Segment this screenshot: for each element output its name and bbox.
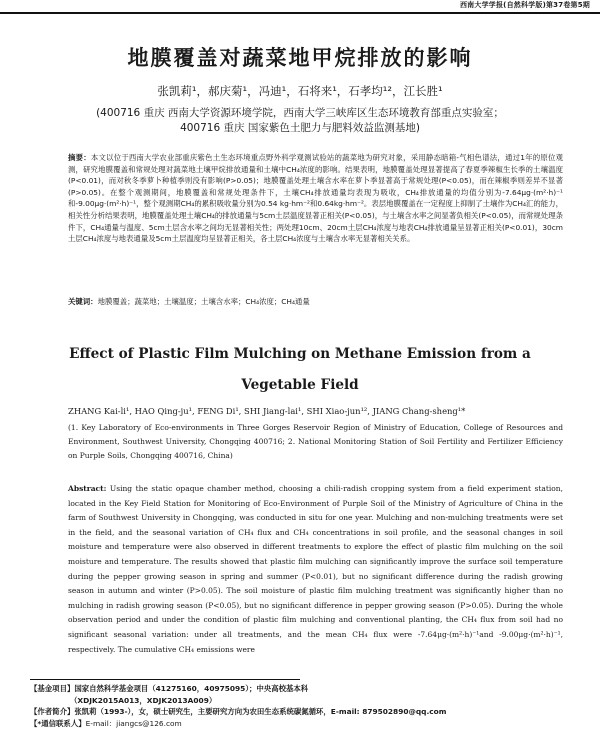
journal-header: 西南大学学报(自然科学版)第37卷第5期: [459, 1, 590, 9]
correspondence-label: 【*通信联系人】: [30, 718, 86, 728]
english-abstract-label: Abstract:: [68, 484, 107, 493]
chinese-authors: 张凯莉¹，郝庆菊¹，冯迪¹，石将来¹，石孝均¹²，江长胜¹: [157, 84, 443, 98]
chinese-abstract-label: 摘要：: [68, 153, 91, 162]
chinese-affiliation-line-1: (400716 重庆 西南大学资源环境学院，西南大学三峡库区生态环境教育部重点实验室；: [96, 107, 504, 119]
footnote-rule: [30, 679, 300, 680]
chinese-title: 地膜覆盖对蔬菜地甲烷排放的影响: [127, 46, 473, 70]
chinese-keywords: [68, 296, 563, 308]
chinese-keywords-text: 地膜覆盖；蔬菜地；土壤温度；土壤含水率；CH₄浓度；CH₄通量: [97, 297, 310, 306]
correspondence-text: E-mail：jiangcs@126.com: [85, 718, 182, 728]
header-rule: [0, 12, 600, 14]
correspondence-note: [30, 718, 590, 729]
chinese-affiliation: [60, 106, 540, 136]
chinese-abstract-text: 本文以位于西南大学农业部重庆紫色土生态环境重点野外科学观测试验站的蔬菜地为研究对象，采用静态暗箱-气相色谱法，通过1年的原位观测，研究地膜覆盖和常规处理对蔬菜地土壤甲烷排放通量和土壤中CH₄浓度的影响。结果表明，地膜覆盖处理显著提高了春夏季辣椒生长季的土壤温度(P<0.01)，而对秋冬季萝卜种植季则没有影响(P>0.05)；地膜覆盖处理土壤含水率在萝卜季显著高于常规处理(P<0.05)，而在辣椒季则差异不显著(P>0.05)。在整个观测期间，地膜覆盖和常规处理条件下，土壤CH₄排放通量均表现为吸收，CH₄排放通量的均值分别为-7.64μg·(m²·h)⁻¹和-9.00μg·(m²·h)⁻¹，整个观测期CH₄的累积吸收量分别为0.54 kg·hm⁻²和0.64kg·hm⁻²。表层地膜覆盖在一定程度上抑制了土壤作为CH₄汇的能力，相关性分析结果表明，地膜覆盖处理土壤CH₄的排放通量与5cm土层温度显著正相关(P<0.05)，与土壤含水率之间显著负相关(P<0.05)，而常规处理条件下，CH₄通量与温度、5cm土层含水率之间均无显著相关性；两处理10cm、20cm土层CH₄浓度与地表CH₄排放通量呈显著正相关(P<0.01)，30cm土层CH₄浓度与地表通量及5cm土层温度均呈显著正相关，各土层CH₄浓度与土壤含水率无显著相关关系。: [68, 153, 563, 244]
english-abstract-text: Using the static opaque chamber method, choosing a chili-radish cropping system from a field experiment station, located in the Key Field Station for Monitoring of Eco-Environment of Purple Soil of the Ministry of Agriculture of China in the farm of Southwest University in Chongqing, was conducted in situ for one year. Mulching and non-mulching treatments were set in the field, and the seasonal variation of CH₄ flux and CH₄ concentrations in soil profile, and the seasonal changes in soil moisture and temperature were also observed in different treatments to explore the effect of plastic film mulching on the soil moisture and temperature. The results showed that plastic film mulching can significantly improve the surface soil temperature during the pepper growing season in spring and summer (P<0.01), but no significant difference during the radish growing season in autumn and winter (P>0.05). The soil moisture of plastic film mulching treatment was significantly higher than no mulching in radish growing season (P<0.05), but no significant difference in pepper growing season (P>0.05). During the whole observation period and under the condition of plastic film mulching and conventional planting, the CH₄ flux from soil had no significant seasonal variation: under all treatments, and the mean CH₄ flux were -7.64μg·(m²·h)⁻¹and -9.00μg·(m²·h)⁻¹, respectively. The cumulative CH₄ emissions were: [68, 484, 563, 654]
fund-label: 【基金项目】: [30, 684, 75, 693]
chinese-abstract: [68, 152, 563, 245]
author-note: [30, 706, 590, 718]
fund-line-2: （XDJK2015A013，XDJK2013A009）: [70, 695, 217, 705]
footnotes: [30, 683, 590, 729]
fund-note-continued: [30, 695, 590, 707]
fund-note: [30, 683, 590, 695]
english-affiliation: (1. Key Laboratory of Eco-environments in Three Gorges Reservoir Region of Ministry of Education, College of Resources and Environment, Southwest University, Chongqing 400716; 2. National Monitoring Station of Soil Fertility and Fertilizer Efficiency on Purple Soils, Chongqing 400716, China): [68, 423, 563, 460]
author-text: 张凯莉（1993-），女，硕士研究生，主要研究方向为农田生态系统碳氮循环，E-mail: 879502890@qq.com: [74, 707, 447, 717]
fund-line-1: 国家自然科学基金项目（41275160，40975095）；中央高校基本科: [74, 684, 309, 693]
english-abstract: [68, 482, 563, 657]
english-authors: ZHANG Kai-li¹, HAO Qing-ju¹, FENG Di¹, SHI Jiang-lai¹, SHI Xiao-jun¹², JIANG Chang-sheng¹*: [68, 406, 466, 416]
chinese-keywords-label: 关键词：: [68, 297, 98, 306]
chinese-affiliation-line-2: 400716 重庆 国家紫色土肥力与肥料效益监测基地): [180, 122, 420, 134]
author-label: 【作者简介】: [30, 707, 75, 717]
english-title: Effect of Plastic Film Mulching on Methane Emission from a Vegetable Field: [69, 346, 531, 393]
